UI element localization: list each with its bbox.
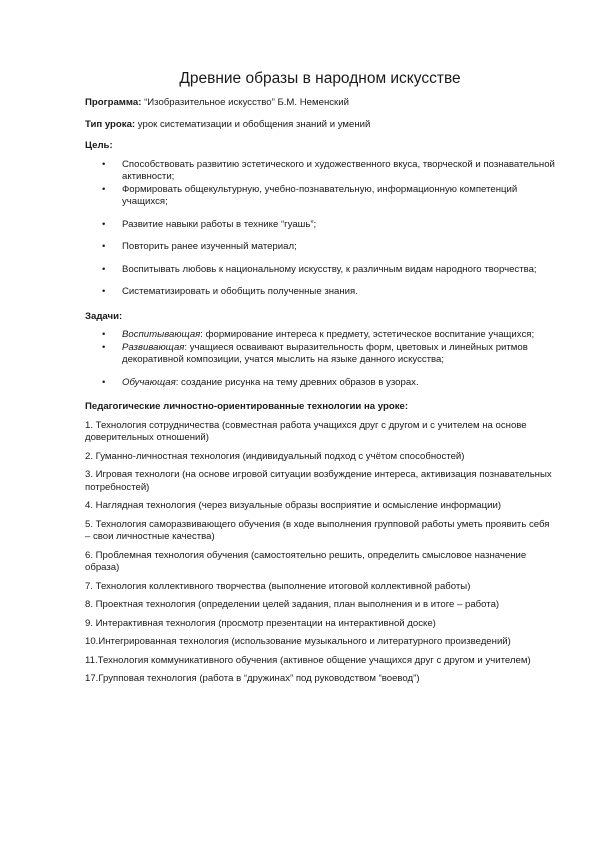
goal-item: • Формировать общекультурную, учебно-познавательную, информационную компетенций учащихся;	[85, 184, 555, 209]
task-item	[85, 377, 555, 390]
technology-item: 7. Технология коллективного творчества (выполнение итоговой коллективной работы)	[85, 580, 471, 592]
tech-heading: Педагогические личностно-ориентированные технологии на уроке:	[85, 401, 409, 412]
goal-item: • Способствовать развитию эстетического и художественного вкуса, творческой и познавательной активности;	[85, 159, 555, 184]
technology-item: 10.Интегрированная технология (использование музыкального и литературного произведений)	[85, 636, 511, 647]
tasks-list	[85, 329, 555, 389]
lesson-type-line	[85, 119, 555, 132]
task-text: : создание рисунка на тему древних образов в узорах.	[175, 376, 419, 388]
task-item	[85, 329, 555, 342]
technology-item: 11.Технология коммуникативного обучения (активное общение учащихся друг с другом и учителем)	[85, 654, 531, 666]
technology-item: 6. Проблемная технология обучения (самостоятельно решить, определить смысловое назначение образа)	[85, 549, 527, 573]
task-text: : формирование интереса к предмету, эстетическое воспитание учащихся;	[200, 329, 535, 340]
program-label: Программа:	[85, 97, 142, 108]
program-value: “Изобразительное искусство” Б.М. Неменский	[141, 97, 349, 108]
technology-item: 8. Проектная технология (определении целей задания, план выполнения и в итоге – работа)	[85, 599, 500, 610]
goals-list	[85, 159, 555, 299]
task-item	[85, 342, 555, 367]
goal-item: • Воспитывать любовь к национальному искусству, к различным видам народного творчества;	[85, 264, 555, 277]
technology-item: 4. Наглядная технология (через визуальные образы восприятие и осмысление информации)	[85, 500, 502, 511]
lesson-type-label: Тип урока:	[85, 118, 136, 130]
task-term: Развивающая	[122, 341, 185, 353]
technology-item: 17.Групповая технология (работа в “дружинах” под руководством “воевод”)	[85, 673, 420, 684]
tasks-heading: Задачи:	[85, 310, 123, 322]
technology-item: 9. Интерактивная технология (просмотр презентации на интерактивной доске)	[85, 617, 436, 629]
goal-item: • Развитие навыки работы в технике “гуашь”;	[85, 219, 555, 232]
task-text: : учащиеся осваивают выразительность форм, цветовых и линейных ритмов декоративной композиции, учатся мыслить на языке данного искусства;	[122, 341, 528, 365]
program-line	[85, 97, 555, 110]
technology-item: 2. Гуманно-личностная технология (индивидуальный подход с учётом способностей)	[85, 450, 465, 462]
task-term: Воспитывающая	[122, 329, 201, 340]
technologies-list	[85, 420, 555, 686]
technology-item: 5. Технология саморазвивающего обучения (в ходе выполнения групповой работы уметь проявить себя – свои личностные качества)	[85, 518, 550, 542]
goal-heading: Цель:	[85, 140, 113, 151]
goal-item: • Повторить ранее изученный материал;	[85, 241, 555, 254]
document-page	[85, 70, 555, 692]
technology-item: 3. Игровая технологи (на основе игровой ситуации возбуждение интереса, активизация познавательных потребностей)	[85, 469, 552, 493]
technology-item: 1. Технология сотрудничества (совместная работа учащихся друг с другом и с учителем на основе доверительных отношений)	[85, 419, 527, 443]
goal-item: • Систематизировать и обобщить полученные знания.	[85, 286, 555, 299]
document-title: Древние образы в народном искусстве	[179, 70, 461, 87]
lesson-type-value: урок систематизации и обобщения знаний и умений	[135, 118, 371, 130]
task-term: Обучающая	[122, 376, 176, 388]
